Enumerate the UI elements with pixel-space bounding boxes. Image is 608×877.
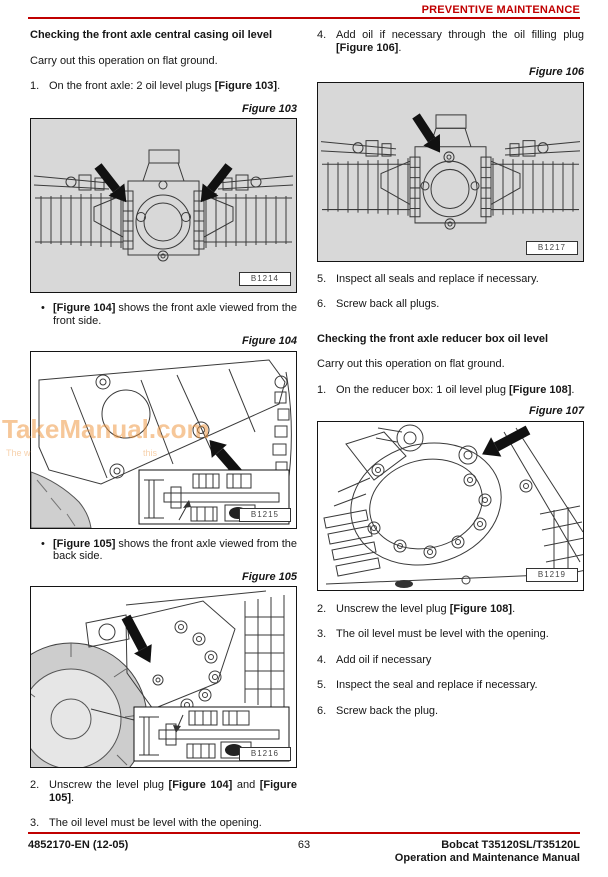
bullet-text: shows the front axle viewed from the back side.	[53, 537, 297, 562]
step-text: Inspect all seals and replace if necessary.	[336, 272, 539, 285]
step-text: Unscrew the level plug	[49, 779, 169, 791]
bullet-item	[30, 302, 297, 327]
step-item	[317, 654, 584, 667]
figure-caption: Figure 104	[241, 335, 297, 347]
bullet-marker: •	[41, 302, 45, 314]
step-text: Screw back the plug.	[336, 704, 439, 717]
watermark-title: TakeManual.com	[2, 414, 210, 444]
arrow-icon	[90, 160, 237, 209]
footer-manual-title	[395, 839, 580, 865]
watermark-subtext: The w	[6, 448, 31, 458]
watermark-subtext: this	[143, 448, 158, 458]
figure-104-drawing	[31, 352, 296, 528]
step-item	[317, 679, 584, 692]
figure-box-103	[30, 118, 297, 293]
step-text: Inspect the seal and replace if necessary.	[336, 679, 538, 691]
step-text: The oil level must be level with the opening.	[49, 817, 262, 829]
step-number: 3.	[317, 628, 327, 640]
step-text: The oil level must be level with the opening.	[336, 628, 549, 640]
figure-105-drawing	[31, 587, 296, 767]
footer-rule	[28, 832, 580, 834]
step-number: 2.	[317, 602, 327, 615]
figure-code-label: B1219	[526, 568, 578, 582]
step-number: 2.	[30, 779, 40, 791]
footer-manual-model: Bobcat T35120SL/T35120L	[441, 839, 580, 851]
step-number: 6.	[317, 704, 327, 717]
figure-code-label: B1216	[239, 747, 291, 761]
step-text: Add oil if necessary through the oil filling plug	[336, 29, 584, 41]
figure-code-label: B1215	[239, 508, 291, 522]
step-text: On the reducer box: 1 oil level plug	[336, 383, 510, 396]
step-number: 5.	[317, 272, 327, 285]
step-text: .	[571, 383, 575, 396]
column-right	[317, 29, 584, 717]
figure-caption: Figure 103	[241, 102, 297, 115]
step-item	[30, 779, 297, 804]
figure-caption: Figure 105	[241, 570, 297, 583]
step-number: 1.	[317, 383, 327, 396]
figure-103-drawing	[31, 119, 296, 292]
step-number: 1.	[30, 80, 40, 92]
step-text: Unscrew the level plug	[336, 602, 450, 615]
step-text: and	[232, 779, 260, 791]
header-rule	[28, 17, 580, 19]
section-heading: Checking the front axle central casing oil level	[30, 29, 273, 41]
step-number: 4.	[317, 29, 327, 41]
figure-box-107	[317, 421, 584, 591]
step-text: On the front axle: 2 oil level plugs	[49, 80, 215, 92]
figure-ref: [Figure 104]	[53, 302, 116, 314]
step-item	[317, 29, 584, 54]
figure-107-drawing	[318, 422, 583, 590]
step-item	[317, 603, 584, 616]
figure-box-105	[30, 586, 297, 768]
figure-ref: [Figure 108]	[449, 602, 513, 615]
figure-code-label: B1214	[239, 272, 291, 286]
figure-box-104	[30, 351, 297, 529]
step-number: 4.	[317, 653, 327, 666]
section-heading: Checking the front axle reducer box oil level	[317, 332, 549, 345]
step-item	[317, 628, 584, 641]
figure-code-label: B1217	[526, 241, 578, 255]
footer-doc-number: 4852170-EN (12-05)	[28, 839, 129, 851]
figure-caption: Figure 107	[528, 405, 584, 417]
arrow-icon	[408, 110, 449, 158]
step-item	[30, 80, 297, 93]
figure-ref: [Figure 108]	[509, 383, 572, 396]
footer-page-number: 63	[297, 839, 311, 851]
step-item	[30, 817, 297, 830]
intro-paragraph: Carry out this operation on flat ground.	[30, 54, 218, 67]
step-text: .	[71, 791, 75, 804]
bullet-item	[30, 538, 297, 563]
step-number: 6.	[317, 298, 327, 310]
intro-paragraph: Carry out this operation on flat ground.	[317, 358, 505, 370]
figure-box-106	[317, 82, 584, 262]
step-item	[317, 384, 584, 397]
bullet-text: shows the front axle viewed from the front side.	[53, 302, 297, 327]
arrow-icon	[477, 422, 533, 464]
page-header-title: PREVENTIVE MAINTENANCE	[421, 4, 580, 16]
step-item	[317, 298, 584, 311]
step-number: 5.	[317, 679, 327, 691]
step-text: .	[398, 41, 402, 54]
figure-ref: [Figure 105]	[53, 537, 116, 550]
figure-caption: Figure 106	[528, 66, 584, 78]
figure-ref: [Figure 106]	[336, 41, 399, 54]
step-text: Screw back all plugs.	[336, 298, 440, 310]
column-left	[30, 29, 297, 830]
figure-ref: [Figure 103]	[214, 80, 278, 92]
figure-ref: [Figure 105]	[49, 779, 297, 804]
step-text: Add oil if necessary	[336, 653, 432, 666]
step-item	[317, 273, 584, 286]
step-item	[317, 705, 584, 718]
step-text: .	[277, 80, 281, 92]
footer-manual-name: Operation and Maintenance Manual	[394, 852, 580, 864]
step-number: 3.	[30, 817, 40, 829]
step-text: .	[512, 602, 516, 615]
bullet-marker: •	[41, 537, 45, 550]
figure-ref: [Figure 104]	[168, 779, 233, 791]
figure-106-drawing	[318, 83, 583, 261]
